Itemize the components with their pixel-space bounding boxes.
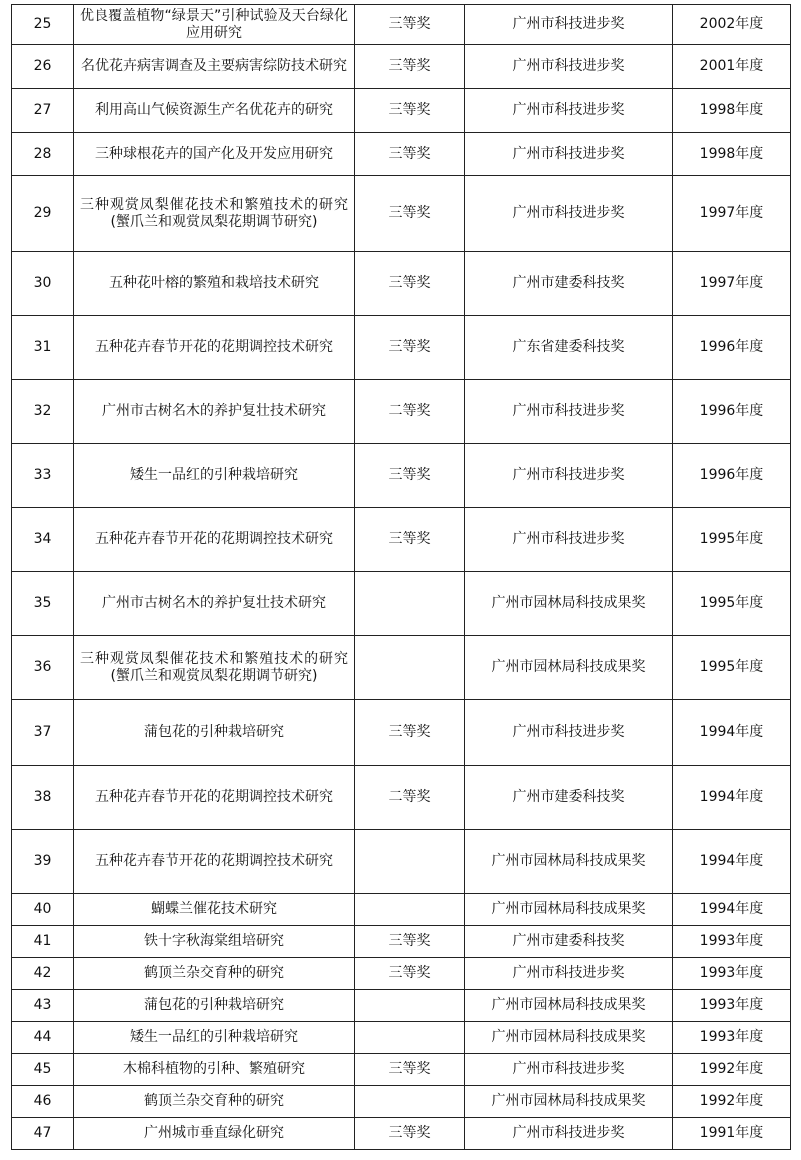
award-year: 1996年度 [673,444,791,508]
award-level [355,990,465,1022]
award-name: 广州市科技进步奖 [465,176,673,252]
award-name: 广州市科技进步奖 [465,1118,673,1150]
row-number: 36 [12,636,74,700]
award-name: 广州市科技进步奖 [465,444,673,508]
table-row [12,89,791,133]
award-year: 1991年度 [673,1118,791,1150]
row-number: 41 [12,926,74,958]
award-name: 广州市园林局科技成果奖 [465,830,673,894]
table-row [12,700,791,766]
row-number: 47 [12,1118,74,1150]
award-name: 广州市科技进步奖 [465,700,673,766]
award-level: 二等奖 [355,766,465,830]
project-title: 三种观赏凤梨催花技术和繁殖技术的研究(蟹爪兰和观赏凤梨花期调节研究) [74,636,355,700]
table-row [12,176,791,252]
row-number: 45 [12,1054,74,1086]
row-number: 35 [12,572,74,636]
table-row [12,444,791,508]
row-number: 38 [12,766,74,830]
award-year: 1995年度 [673,636,791,700]
award-year: 2001年度 [673,45,791,89]
award-year: 1993年度 [673,958,791,990]
award-year: 1995年度 [673,508,791,572]
award-level [355,1086,465,1118]
table-row [12,894,791,926]
award-level: 三等奖 [355,45,465,89]
table-row [12,508,791,572]
table-row [12,252,791,316]
award-year: 1998年度 [673,133,791,176]
row-number: 33 [12,444,74,508]
award-year: 1994年度 [673,766,791,830]
award-year: 1997年度 [673,252,791,316]
award-level: 三等奖 [355,926,465,958]
table-row [12,1054,791,1086]
table-row [12,380,791,444]
table-row [12,45,791,89]
project-title: 木棉科植物的引种、繁殖研究 [74,1054,355,1086]
row-number: 42 [12,958,74,990]
row-number: 31 [12,316,74,380]
row-number: 26 [12,45,74,89]
award-level [355,894,465,926]
award-level [355,636,465,700]
award-year: 1992年度 [673,1086,791,1118]
project-title: 利用高山气候资源生产名优花卉的研究 [74,89,355,133]
award-level: 三等奖 [355,958,465,990]
award-level: 三等奖 [355,89,465,133]
award-name: 广州市科技进步奖 [465,380,673,444]
award-level: 三等奖 [355,133,465,176]
row-number: 43 [12,990,74,1022]
award-name: 广州市园林局科技成果奖 [465,636,673,700]
award-level: 三等奖 [355,5,465,45]
award-name: 广州市科技进步奖 [465,508,673,572]
award-name: 广州市建委科技奖 [465,926,673,958]
award-level: 三等奖 [355,1054,465,1086]
project-title: 五种花卉春节开花的花期调控技术研究 [74,316,355,380]
award-level: 三等奖 [355,316,465,380]
project-title: 广州市古树名木的养护复壮技术研究 [74,572,355,636]
award-name: 广州市科技进步奖 [465,89,673,133]
project-title: 鹤顶兰杂交育种的研究 [74,1086,355,1118]
project-title: 鹤顶兰杂交育种的研究 [74,958,355,990]
table-row [12,636,791,700]
award-year: 1996年度 [673,380,791,444]
project-title: 蒲包花的引种栽培研究 [74,990,355,1022]
award-name: 广州市园林局科技成果奖 [465,990,673,1022]
award-name: 广州市科技进步奖 [465,5,673,45]
project-title: 五种花卉春节开花的花期调控技术研究 [74,508,355,572]
row-number: 37 [12,700,74,766]
award-year: 1995年度 [673,572,791,636]
award-level: 三等奖 [355,444,465,508]
award-level: 三等奖 [355,1118,465,1150]
award-level [355,830,465,894]
table-row [12,1118,791,1150]
row-number: 40 [12,894,74,926]
row-number: 39 [12,830,74,894]
award-level: 三等奖 [355,508,465,572]
award-year: 1996年度 [673,316,791,380]
project-title: 广州城市垂直绿化研究 [74,1118,355,1150]
award-name: 广州市科技进步奖 [465,45,673,89]
award-year: 1997年度 [673,176,791,252]
table-row [12,958,791,990]
award-year: 1993年度 [673,926,791,958]
award-level [355,572,465,636]
award-name: 广州市园林局科技成果奖 [465,894,673,926]
table-row [12,766,791,830]
award-name: 广州市科技进步奖 [465,958,673,990]
table-row [12,1022,791,1054]
row-number: 29 [12,176,74,252]
award-level [355,1022,465,1054]
award-year: 1994年度 [673,700,791,766]
award-year: 2002年度 [673,5,791,45]
row-number: 32 [12,380,74,444]
award-name: 广州市科技进步奖 [465,133,673,176]
project-title: 五种花叶榕的繁殖和栽培技术研究 [74,252,355,316]
row-number: 27 [12,89,74,133]
row-number: 46 [12,1086,74,1118]
award-name: 广州市园林局科技成果奖 [465,572,673,636]
project-title: 蝴蝶兰催花技术研究 [74,894,355,926]
project-title: 三种观赏凤梨催花技术和繁殖技术的研究(蟹爪兰和观赏凤梨花期调节研究) [74,176,355,252]
award-year: 1994年度 [673,894,791,926]
award-level: 三等奖 [355,176,465,252]
project-title: 广州市古树名木的养护复壮技术研究 [74,380,355,444]
award-table [11,4,791,1150]
award-level: 二等奖 [355,380,465,444]
project-title: 名优花卉病害调查及主要病害综防技术研究 [74,45,355,89]
award-level: 三等奖 [355,700,465,766]
table-row [12,926,791,958]
table-row [12,316,791,380]
award-name: 广州市园林局科技成果奖 [465,1086,673,1118]
project-title: 五种花卉春节开花的花期调控技术研究 [74,830,355,894]
award-year: 1993年度 [673,990,791,1022]
table-row [12,5,791,45]
award-table-body [12,5,791,1150]
project-title: 矮生一品红的引种栽培研究 [74,1022,355,1054]
project-title: 铁十字秋海棠组培研究 [74,926,355,958]
row-number: 28 [12,133,74,176]
table-row [12,990,791,1022]
project-title: 矮生一品红的引种栽培研究 [74,444,355,508]
project-title: 五种花卉春节开花的花期调控技术研究 [74,766,355,830]
award-year: 1992年度 [673,1054,791,1086]
award-level: 三等奖 [355,252,465,316]
project-title: 蒲包花的引种栽培研究 [74,700,355,766]
award-name: 广州市建委科技奖 [465,252,673,316]
table-row [12,1086,791,1118]
award-name: 广州市科技进步奖 [465,1054,673,1086]
award-year: 1998年度 [673,89,791,133]
award-year: 1993年度 [673,1022,791,1054]
award-name: 广东省建委科技奖 [465,316,673,380]
award-name: 广州市园林局科技成果奖 [465,1022,673,1054]
table-row [12,133,791,176]
row-number: 34 [12,508,74,572]
project-title: 优良覆盖植物“绿景天”引种试验及天台绿化应用研究 [74,5,355,45]
row-number: 30 [12,252,74,316]
project-title: 三种球根花卉的国产化及开发应用研究 [74,133,355,176]
row-number: 44 [12,1022,74,1054]
row-number: 25 [12,5,74,45]
award-year: 1994年度 [673,830,791,894]
table-row [12,830,791,894]
award-name: 广州市建委科技奖 [465,766,673,830]
table-row [12,572,791,636]
